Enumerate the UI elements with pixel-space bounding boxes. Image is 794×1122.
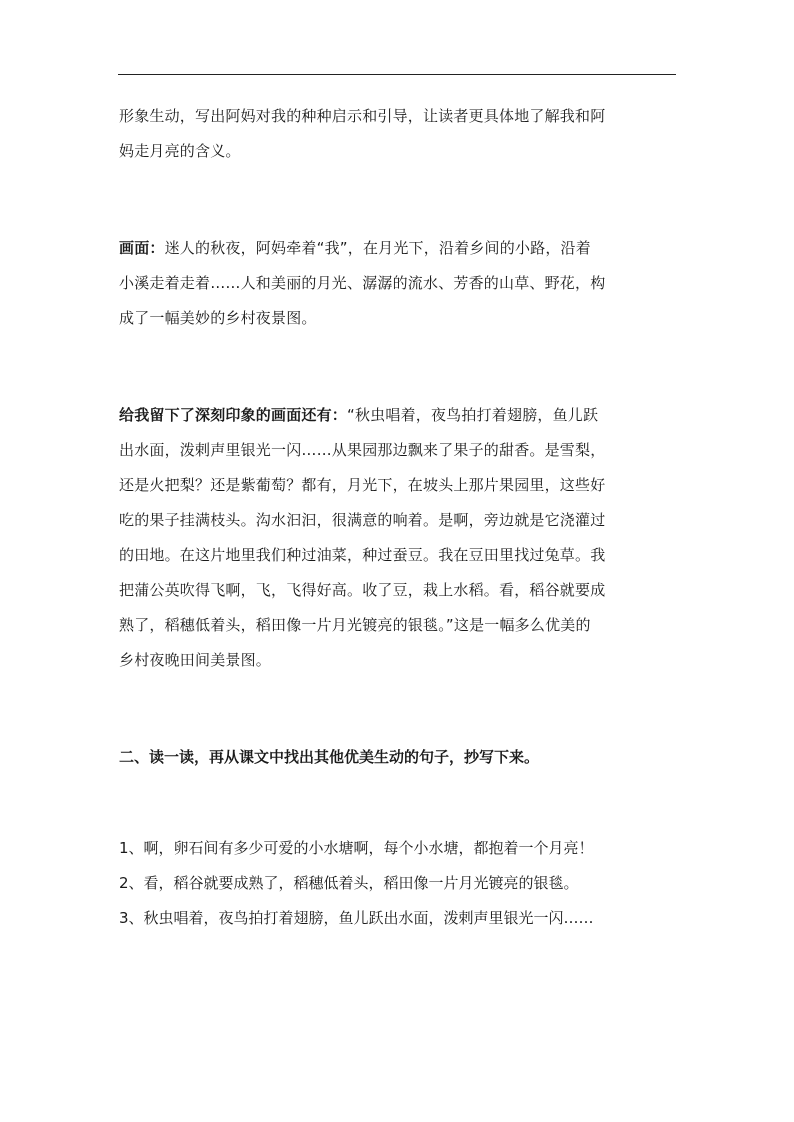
impression-line: 熟了，稻穗低着头，稻田像一片月光镀亮的银毯。”这是一幅多么优美的: [119, 616, 591, 634]
impression-line: 把蒲公英吹得飞啊，飞，飞得好高。收了豆，栽上水稻。看，稻谷就要成: [119, 581, 606, 599]
impression-label: 给我留下了深刻印象的画面还有：: [119, 406, 348, 424]
document-body: [119, 99, 679, 936]
sentence-item: 1、啊，卵石间有多少可爱的小水塘啊，每个小水塘，都抱着一个月亮！: [119, 839, 594, 857]
scene-label: 画面：: [119, 239, 165, 257]
impression-paragraph: [119, 398, 679, 678]
impression-line: [119, 398, 679, 433]
impression-line: 还是火把梨？还是紫葡萄？都有，月光下，在坡头上那片果园里，这些好: [119, 476, 606, 494]
scene-text: 迷人的秋夜，阿妈牵着“我”，在月光下，沿着乡间的小路，沿着: [164, 239, 591, 257]
impression-line: 的田地。在这片地里我们种过油菜，种过蚕豆。我在豆田里找过兔草。我: [119, 546, 606, 564]
sentence-item: 3、秋虫唱着，夜鸟拍打着翅膀，鱼儿跃出水面，泼剌声里银光一闪……: [119, 909, 594, 927]
intro-line: 妈走月亮的含义。: [119, 142, 241, 160]
intro-line: 形象生动，写出阿妈对我的种种启示和引导，让读者更具体地了解我和阿: [119, 107, 606, 125]
scene-line: 成了一幅美妙的乡村夜景图。: [119, 309, 317, 327]
impression-line: 吃的果子挂满枝头。沟水汩汩，很满意的响着。是啊，旁边就是它浇灌过: [119, 511, 606, 529]
scene-line: [119, 231, 679, 266]
impression-line: 乡村夜晚田间美景图。: [119, 651, 272, 669]
impression-line: 出水面，泼剌声里银光一闪……从果园那边飘来了果子的甜香。是雪梨，: [119, 441, 606, 459]
sentence-item: 2、看，稻谷就要成熟了，稻穗低着头，稻田像一片月光镀亮的银毯。: [119, 874, 579, 892]
section-heading: 二、读一读，再从课文中找出其他优美生动的句子，抄写下来。: [119, 748, 540, 766]
impression-text: “秋虫唱着，夜鸟拍打着翅膀，鱼儿跃: [347, 406, 599, 424]
scene-paragraph: [119, 231, 679, 336]
header-rule: [118, 74, 676, 75]
scene-line: 小溪走着走着……人和美丽的月光、潺潺的流水、芳香的山草、野花，构: [119, 274, 606, 292]
intro-paragraph: [119, 99, 679, 169]
